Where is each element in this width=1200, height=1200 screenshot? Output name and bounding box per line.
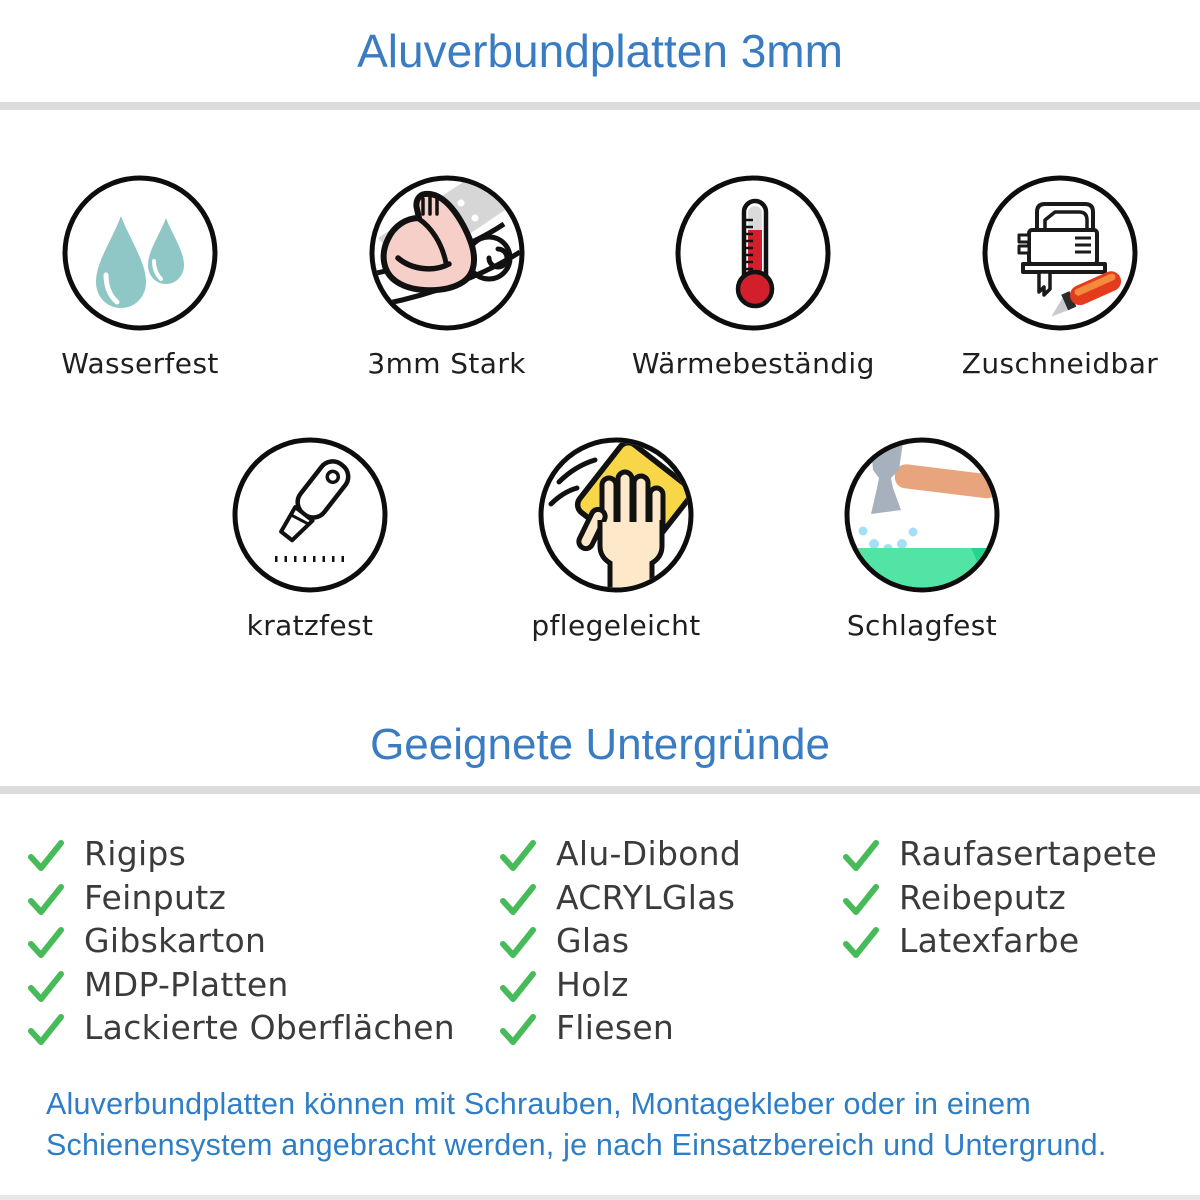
substrate-label: Lackierte Oberflächen: [84, 1008, 456, 1047]
check-icon: [500, 969, 536, 1005]
substrate-label: ACRYLGlas: [556, 877, 736, 917]
substrates-column-3: [843, 836, 1183, 1054]
thermometer-icon: [674, 174, 832, 332]
check-icon: [28, 882, 64, 918]
list-item: [843, 877, 1183, 917]
water-drops-icon: [61, 174, 219, 332]
divider-bottom: [0, 1195, 1200, 1200]
check-icon: [843, 925, 879, 961]
feature-label: kratzfest: [246, 609, 374, 642]
mounting-note-line-2: Schienensystem angebracht werden, je nach Einsatzbereich und Untergrund.: [46, 1127, 1107, 1162]
check-icon: [28, 838, 64, 874]
divider-top: [0, 102, 1200, 110]
check-icon: [500, 838, 536, 874]
hand-cloth-icon: [537, 436, 695, 594]
substrate-label: Gibskarton: [84, 921, 267, 960]
list-item: [500, 877, 843, 917]
feature-label: Wärmebeständig: [631, 347, 875, 380]
features-row-1: [0, 174, 1200, 380]
check-icon: [28, 925, 64, 961]
feature-label: 3mm Stark: [367, 347, 526, 380]
check-icon: [500, 882, 536, 918]
feature-label: Schlagfest: [846, 609, 998, 642]
check-icon: [843, 838, 879, 874]
feature-waterproof: [10, 174, 270, 380]
feature-label: Zuschneidbar: [961, 347, 1159, 380]
substrate-label: Feinputz: [84, 877, 227, 917]
list-item: [28, 923, 500, 958]
substrate-label: Glas: [556, 921, 630, 960]
substrates-list: [0, 836, 1200, 1054]
substrate-label: Raufasertapete: [899, 834, 1158, 873]
jigsaw-cutter-icon: [981, 174, 1139, 332]
features-row-2: [0, 436, 1200, 642]
check-icon: [500, 925, 536, 961]
divider-middle: [0, 786, 1200, 794]
list-item: [28, 877, 500, 917]
check-icon: [500, 1012, 536, 1048]
substrate-label: MDP-Platten: [84, 964, 289, 1004]
list-item: [500, 1010, 843, 1045]
substrate-label: Alu-Dibond: [556, 834, 742, 873]
check-icon: [28, 1012, 64, 1048]
mounting-note: [0, 1084, 1200, 1166]
substrate-label: Holz: [556, 964, 629, 1004]
feature-scratch-resistant: [180, 436, 440, 642]
check-icon: [28, 969, 64, 1005]
substrate-label: Fliesen: [556, 1008, 675, 1047]
substrates-column-1: [28, 836, 500, 1054]
feature-impact-resistant: [792, 436, 1052, 642]
substrate-label: Rigips: [84, 834, 187, 873]
feature-3mm-strong: [317, 174, 577, 380]
list-item: [28, 836, 500, 871]
list-item: [843, 923, 1183, 958]
list-item: [843, 836, 1183, 871]
page-title: Aluverbundplatten 3mm: [357, 25, 843, 77]
mounting-note-line-1: Aluverbundplatten können mit Schrauben, Montagekleber oder in einem: [46, 1086, 1031, 1121]
feature-easy-care: [486, 436, 746, 642]
feature-cuttable: [930, 174, 1190, 380]
list-item: [28, 1010, 500, 1045]
hammer-impact-icon: [843, 436, 1001, 594]
check-icon: [843, 882, 879, 918]
list-item: [500, 923, 843, 958]
feature-label: Wasserfest: [61, 347, 219, 380]
feature-heat-resistant: [623, 174, 883, 380]
substrates-title: Geeignete Untergründe: [370, 720, 830, 769]
substrate-label: Reibeputz: [899, 877, 1066, 917]
list-item: [500, 964, 843, 1004]
substrates-column-2: [500, 836, 843, 1054]
substrate-label: Latexfarbe: [899, 921, 1080, 960]
feature-label: pflegeleicht: [531, 609, 701, 642]
flexed-arm-panel-icon: [368, 174, 526, 332]
list-item: [500, 836, 843, 871]
utility-knife-icon: [231, 436, 389, 594]
list-item: [28, 964, 500, 1004]
